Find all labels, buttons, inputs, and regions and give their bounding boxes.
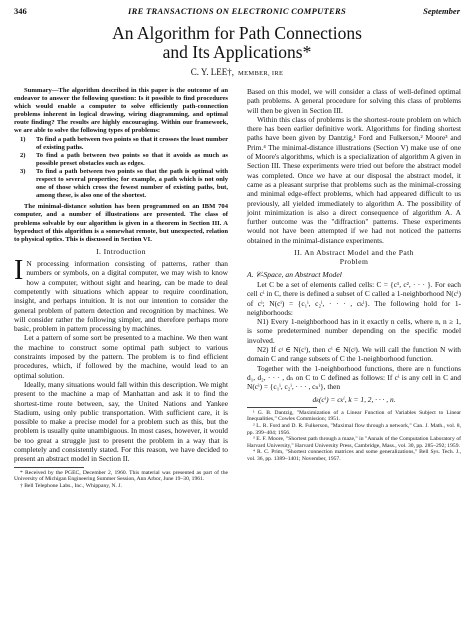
- abstract-list-item: 1) To find a path between two points so that it crosses the least number of existing paths.: [20, 135, 228, 151]
- section-heading-abstract-model: II. An Abstract Model and the Path Problem: [294, 248, 414, 267]
- footnote: * Received by the PGEC, December 2, 1960. This material was presented as part of the University of Michigan Engineering Summer Session, Ann Arbor, June 19–30, 1961.: [14, 469, 228, 483]
- intro-paragraph-1: I N processing information consisting of patterns, rather than numbers or symbols, on a digital computer, we may wish to know how a computer, without sight and hearing, can be made to deal competently with situations which appear to require coordination, insight, and perhaps intuition. It is not our intention to consider the general problem of pattern detection and recognition by machines. We will consider rather the following simpler, and therefore perhaps more basic, problem in pattern processing by machines.: [14, 255, 228, 334]
- footnote: † Bell Telephone Labs., Inc., Whippany, N. J.: [20, 482, 122, 489]
- page-number: 346: [14, 6, 27, 16]
- intro-paragraph-3: Ideally, many situations would fall within this description. We might present to the machine a map of Manhattan and ask it to find the shortest-time route between, say, the United Nations and Yankee Stadium, using only public transportation. With sufficient care, it is possible to make a precise model for a problem such as this, but the problem is usually quite unambiguous. In most cases, however, it would be too great a struggle just to present the problem in a way that is completely and consistently stated. For this reason, we have decided to present an abstract model in Section II.: [14, 379, 228, 464]
- drop-cap: I: [14, 255, 24, 287]
- footnotes-right: [247, 410, 461, 463]
- footnotes-left: [14, 470, 228, 490]
- section-heading-introduction: I. Introduction: [96, 246, 146, 256]
- body-paragraph: N2) If cʲ ∈ N(cⁱ), then cⁱ ∈ N(cʲ). We will call the function N with domain C and range subsets of C the 1-neighborhood function.: [247, 345, 461, 364]
- abstract-list-item: 2) To find a path between two points so that it avoids as much as possible preset obstacles such as edges.: [20, 151, 228, 167]
- equation: dₖ(cⁱ) = cₖⁱ, k = 1, 2, · · · , n.: [312, 394, 396, 404]
- intro-paragraph-2: Let a pattern of some sort be presented to a machine. We then want the machine to construct some optimal path subject to various constraints imposed by the pattern. The problem is to find efficient procedures, which, if followed by the machine, would lead to an optimal solution.: [14, 333, 228, 380]
- title-line-1: An Algorithm for Path Connections: [112, 23, 362, 43]
- issue-month: September: [423, 6, 460, 16]
- author-name: C. Y. LEE†,: [190, 67, 235, 77]
- footnote: ³ E. F. Moore, "Shortest path through a maze," in "Annals of the Computation Laboratory of Harvard University," Harvard University Press, Cambridge, Mass., vol. 30, pp. 285–292; 1959.: [247, 436, 461, 449]
- footnote-divider: [14, 467, 84, 468]
- footnote: ⁴ R. C. Prim, "Shortest connection matrices and some generalizations," Bell Sys. Tech. J., vol. 36, pp. 1389–1401; November, 1957.: [247, 449, 461, 462]
- author-affiliation: MEMBER, IRE: [238, 70, 284, 77]
- abstract-closing: The minimal-distance solution has been programmed on an IBM 704 computer, and a number of illustrations are presented. The class of problems solvable by our algorithm is given in a theorem in Section III. A byproduct of this algorithm is a somewhat remote, but unexpected, relation to physical optics. This is discussed in Section VI.: [14, 203, 228, 243]
- left-column: [14, 87, 228, 489]
- author-line: [0, 67, 474, 77]
- abstract-list: [14, 136, 228, 201]
- paper-title: [0, 24, 474, 62]
- body-paragraph: Let C be a set of elements called cells: C = {c¹, c², · · · }. For each cell cⁱ in C, there is defined a subset of C called a 1-neighborhood N(cⁱ) of cⁱ; N(cⁱ) = {c₁ⁱ, c₂ⁱ, · · · , cₖⁱ}. The following hold for 1-neighborhoods:: [247, 279, 461, 317]
- footnote: ² L. R. Ford and D. R. Fulkerson, "Maximal flow through a network," Can. J. Math., vol. 8, pp. 399–404; 1956.: [247, 422, 461, 436]
- abstract-intro: Summary—The algorithm described in this paper is the outcome of an endeavor to answer the following question: Is it possible to find procedures which would enable a computer to solve efficiently path-connection problems inherent in logical drawing, wiring diagramming, and optimal route finding? The results are highly encouraging. Within our framework, we are able to solve the following types of problems:: [14, 87, 228, 135]
- body-paragraph: Together with the 1-neighborhood functions, there are n functions d₁, d₂, · · · , dₙ on C to C defined as follows: If cⁱ is any cell in C and N(cⁱ) = {c₁ⁱ, c₂ⁱ, · · · , cₙⁱ}, then: [247, 363, 461, 392]
- body-paragraph: N1) Every 1-neighborhood has in it exactly n cells, where n, n ≥ 1, is some predetermined number depending on the specific model involved.: [247, 317, 461, 345]
- abstract-list-item: 3) To find a path between two points so that the path is optimal with respect to several properties; for example, a path which is not only one of those which cross the fewest number of existing paths, but, among these, is also one of the shortest.: [20, 167, 228, 200]
- footnote: ¹ G. B. Dantzig, "Maximization of a Linear Function of Variables Subject to Linear Inequalities," Cowles Commission; 1951.: [247, 409, 461, 423]
- right-column: [247, 87, 461, 463]
- body-paragraph: Within this class of problems is the shortest-route problem on which there has been earlier definitive work. Algorithms for finding shortest paths have been given by Dantzig,¹ Ford and Fulkerson,² Moore³ and Prim.⁴ The minimal-distance illustrations (Section V) make use of one of Moore's algorithms, which is a specialization of algorithm A given in Section III. These experiments were tried out before the abstract model was completed. Once we have at our disposal the abstract model, it came as a pleasant surprise that problems such as the minimal-crossing and minimal edge-effect problems, which had appeared difficult to us previously, all yielded immediately to algorithm A. The possibility of joint minimization is also a direct consequence of algorithm A. A further outcome was the "diffraction" patterns. These experiments would not have been attempted if we had not noticed the patterns obtained in the minimal-distance experiments.: [247, 114, 461, 245]
- subsection-heading: A. 𝒞-Space, an Abstract Model: [247, 269, 342, 279]
- running-head: [14, 6, 460, 18]
- footnote-divider: [247, 407, 317, 408]
- journal-name: IRE TRANSACTIONS ON ELECTRONIC COMPUTERS: [128, 6, 346, 16]
- title-line-2: and Its Applications*: [162, 42, 312, 62]
- body-paragraph: Based on this model, we will consider a class of well-defined optimal path problems. A general procedure for solving this class of problems will then be given in Section III.: [247, 87, 461, 115]
